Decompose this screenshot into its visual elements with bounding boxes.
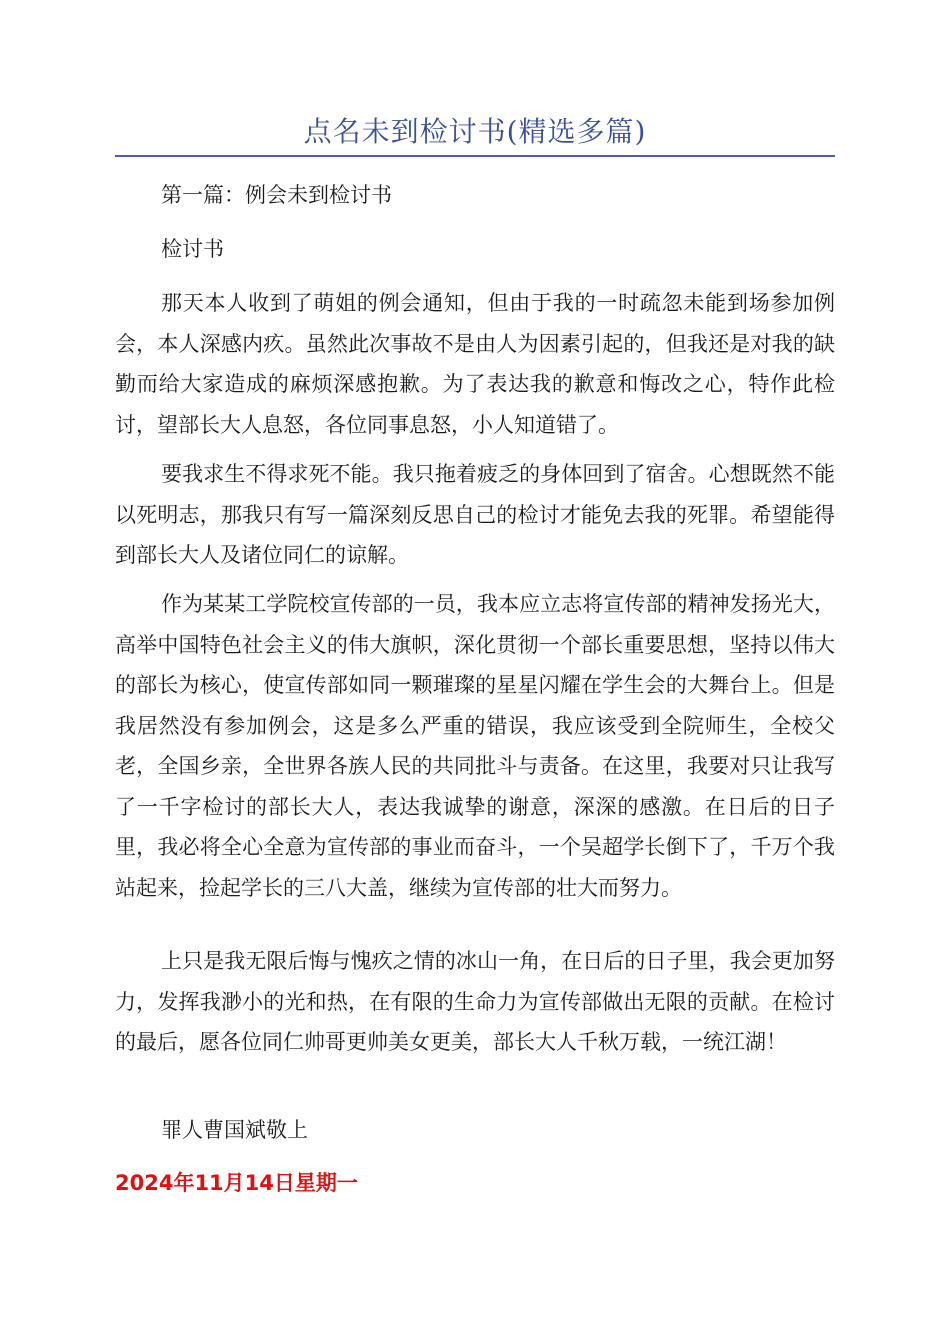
paragraph-1: 那天本人收到了萌姐的例会通知，但由于我的一时疏忽未能到场参加例会，本人深感内疚。虽然此次事故不是由人为因素引起的，但我还是对我的缺勤而给大家造成的麻烦深感抱歉。为了表达我的歉意和悔改之心，特作此检讨，望部长大人息怒，各位同事息怒，小人知道错了。: [115, 291, 835, 437]
document-title: 点名未到检讨书(精选多篇): [303, 115, 647, 148]
paragraph-3: 作为某某工学院校宣传部的一员，我本应立志将宣传部的精神发扬光大，高举中国特色社会主义的伟大旗帜，深化贯彻一个部长重要思想，坚持以伟大的部长为核心，使宣传部如同一颗璀璨的星星闪耀在学生会的大舞台上。但是我居然没有参加例会，这是多么严重的错误，我应该受到全院师生，全校父老，全国乡亲，全世界各族人民的共同批斗与责备。在这里，我要对只让我写了一千字检讨的部长大人，表达我诚挚的谢意，深深的感激。在日后的日子里，我必将全心全意为宣传部的事业而奋斗，一个吴超学长倒下了，千万个我站起来，捡起学长的三八大盖，继续为宣传部的壮大而努力。: [115, 592, 835, 900]
signature: 罪人曹国斌敬上: [161, 1118, 308, 1142]
document-date: 2024年11月14日星期一: [115, 1171, 358, 1195]
subheading: 检讨书: [161, 237, 224, 261]
paragraph-2: 要我求生不得求死不能。我只拖着疲乏的身体回到了宿舍。心想既然不能以死明志，那我只有写一篇深刻反思自己的检讨才能免去我的死罪。希望能得到部长大人及诸位同仁的谅解。: [115, 462, 835, 567]
paragraph-4: 上只是我无限后悔与愧疚之情的冰山一角，在日后的日子里，我会更加努力，发挥我渺小的光和热，在有限的生命力为宣传部做出无限的贡献。在检讨的最后，愿各位同仁帅哥更帅美女更美，部长大人千秋万载，一统江湖！: [115, 949, 835, 1054]
section-heading: 第一篇：例会未到检讨书: [161, 183, 392, 207]
title-divider: [115, 155, 835, 157]
